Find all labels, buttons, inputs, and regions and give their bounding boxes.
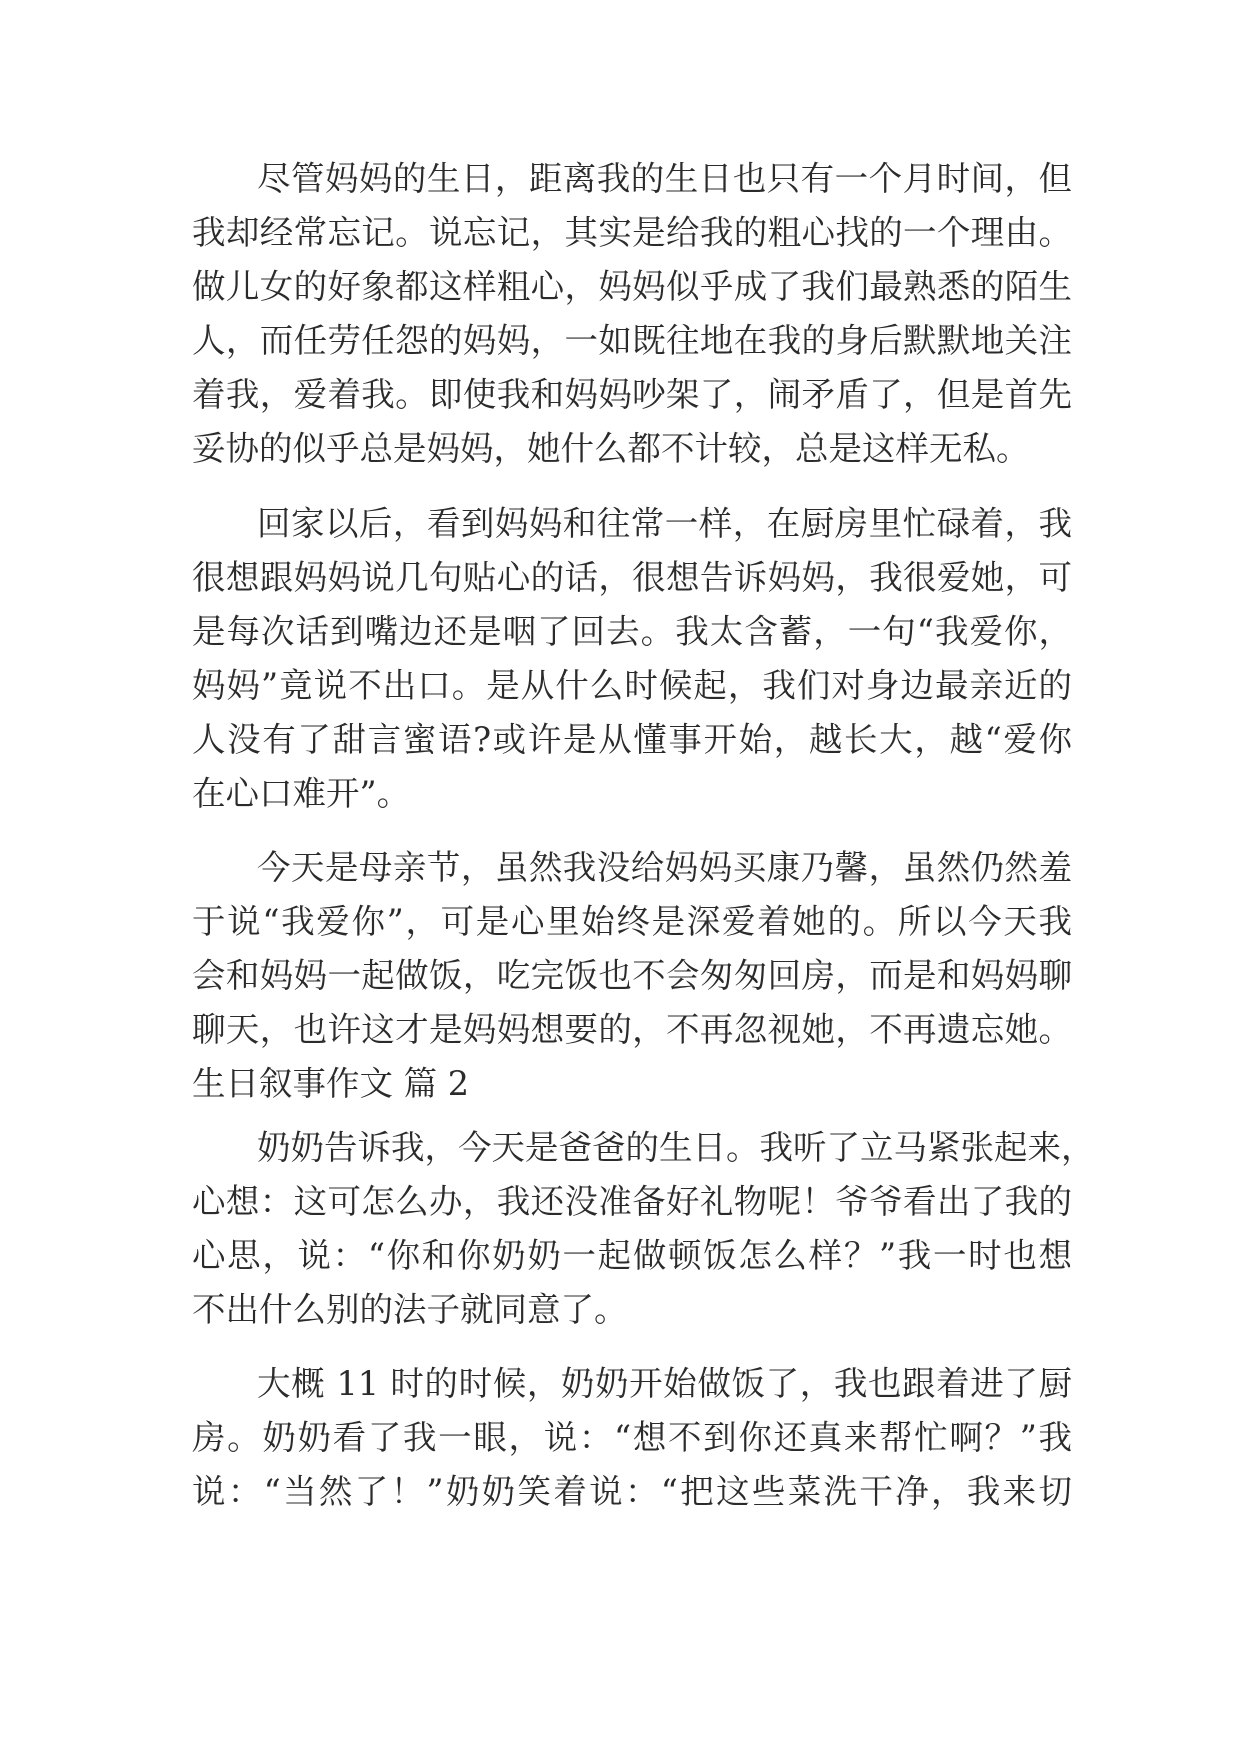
text-line: 会和妈妈一起做饭，吃完饭也不会匆匆回房，而是和妈妈聊 [192,956,1072,995]
text-line: 人没有了甜言蜜语?或许是从懂事开始，越长大，越“爱你 [192,720,1072,759]
text-line: 妈妈”竟说不出口。是从什么时候起，我们对身边最亲近的 [192,666,1072,705]
text-line: 奶奶告诉我，今天是爸爸的生日。我听了立马紧张起来， [257,1128,1095,1167]
text-line: 今天是母亲节，虽然我没给妈妈买康乃馨，虽然仍然羞 [257,848,1072,887]
text-line: 回家以后，看到妈妈和往常一样，在厨房里忙碌着，我 [257,504,1072,543]
text-line: 妥协的似乎总是妈妈，她什么都不计较，总是这样无私。 [192,429,1030,468]
section-heading: 生日叙事作文 篇 2 [192,1064,470,1103]
text-line: 着我，爱着我。即使我和妈妈吵架了，闹矛盾了，但是首先 [192,375,1072,414]
text-line: 大概 11 时的时候，奶奶开始做饭了，我也跟着进了厨 [257,1364,1072,1403]
text-line: 心想：这可怎么办，我还没准备好礼物呢！爷爷看出了我的 [192,1182,1072,1221]
text-line: 心思，说：“你和你奶奶一起做顿饭怎么样？”我一时也想 [192,1236,1072,1275]
text-line: 不出什么别的法子就同意了。 [192,1290,628,1329]
text-line: 人，而任劳任怨的妈妈，一如既往地在我的身后默默地关注 [192,321,1072,360]
text-line: 在心口难开”。 [192,774,411,813]
text-line: 说：“当然了！”奶奶笑着说：“把这些菜洗干净，我来切 [192,1472,1072,1511]
text-line: 我却经常忘记。说忘记，其实是给我的粗心找的一个理由。 [192,213,1072,252]
text-line: 做儿女的好象都这样粗心，妈妈似乎成了我们最熟悉的陌生 [192,267,1072,306]
text-line: 尽管妈妈的生日，距离我的生日也只有一个月时间，但 [257,159,1072,198]
text-line: 聊天，也许这才是妈妈想要的，不再忽视她，不再遗忘她。 [192,1010,1072,1049]
text-line: 房。奶奶看了我一眼，说：“想不到你还真来帮忙啊？”我 [192,1418,1072,1457]
text-line: 是每次话到嘴边还是咽了回去。我太含蓄，一句“我爱你， [192,612,1072,651]
text-line: 很想跟妈妈说几句贴心的话，很想告诉妈妈，我很爱她，可 [192,558,1072,597]
text-line: 于说“我爱你”，可是心里始终是深爱着她的。所以今天我 [192,902,1072,941]
